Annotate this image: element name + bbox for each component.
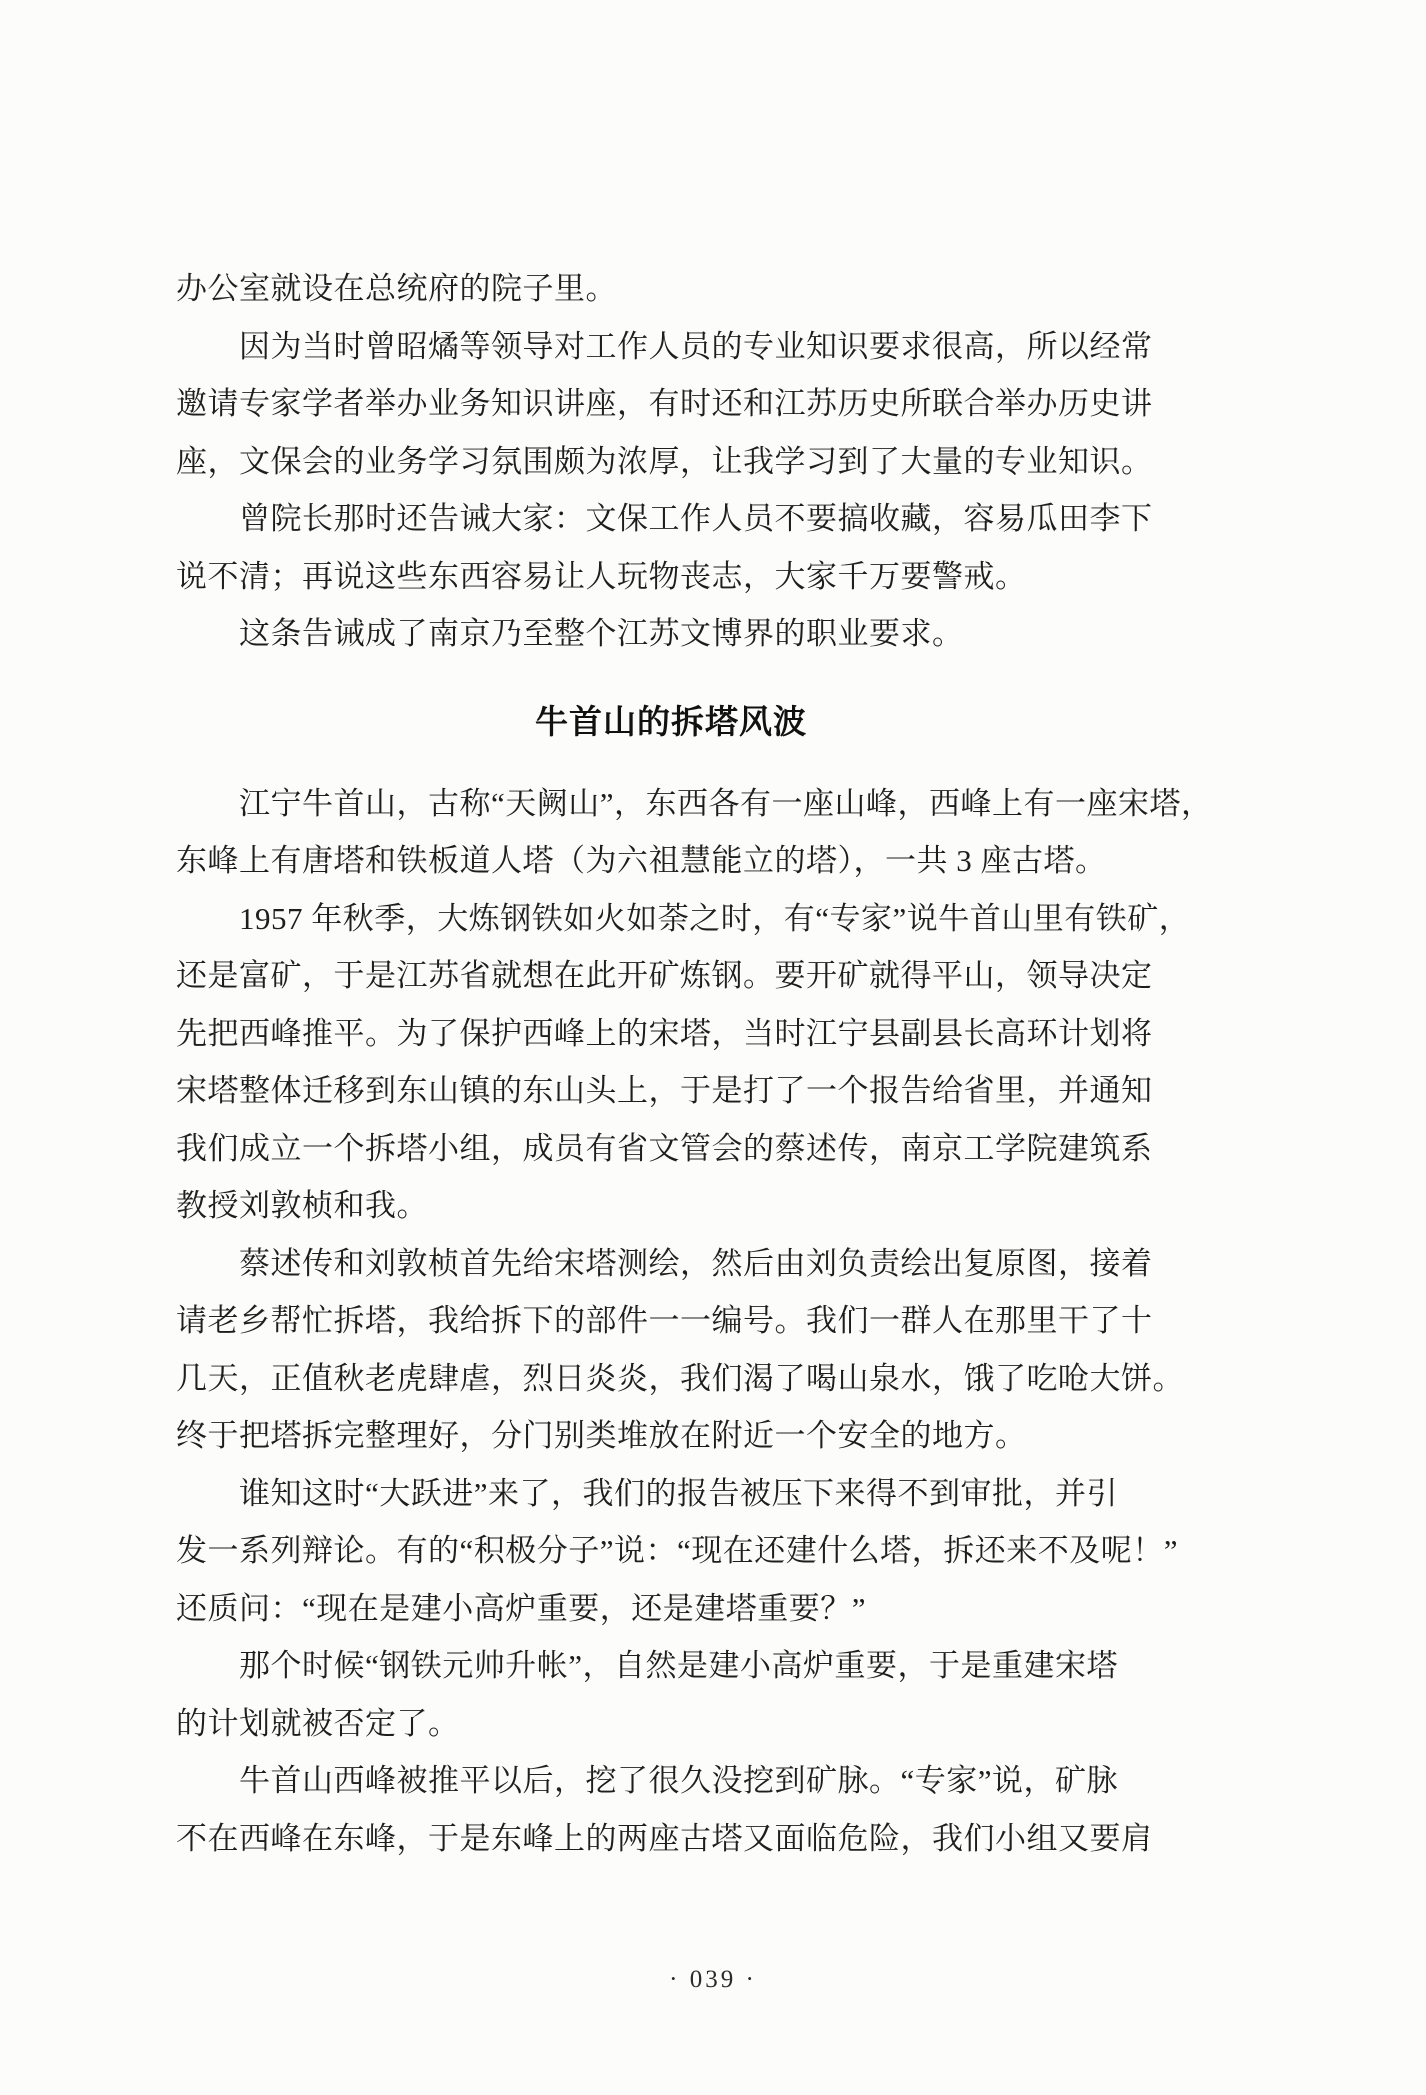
text-line: 请老乡帮忙拆塔，我给拆下的部件一一编号。我们一群人在那里干了十 xyxy=(176,1303,1153,1338)
text-line: 我们成立一个拆塔小组，成员有省文管会的蔡述传，南京工学院建筑系 xyxy=(176,1130,1153,1166)
text-line: 发一系列辩论。有的“积极分子”说：“现在还建什么塔，拆还来不及呢！” xyxy=(176,1533,1179,1568)
paragraph xyxy=(176,1465,1179,1638)
text-line: 不在西峰在东峰，于是东峰上的两座古塔又面临危险，我们小组又要肩 xyxy=(176,1820,1153,1856)
paragraph xyxy=(176,490,1166,605)
text-line: 这条告诫成了南京乃至整个江苏文博界的职业要求。 xyxy=(239,616,964,651)
text-line: 1957 年秋季，大炼钢铁如火如荼之时，有“专家”说牛首山里有铁矿， xyxy=(239,900,1191,936)
paragraph xyxy=(176,260,1166,318)
text-line: 因为当时曾昭燏等领导对工作人员的专业知识要求很高，所以经常 xyxy=(239,328,1153,364)
text-line: 座，文保会的业务学习氛围颇为浓厚，让我学习到了大量的专业知识。 xyxy=(176,443,1153,479)
text-line: 说不清；再说这些东西容易让人玩物丧志，大家千万要警戒。 xyxy=(176,558,1027,594)
text-line: 还是富矿，于是江苏省就想在此开矿炼钢。要开矿就得平山，领导决定 xyxy=(176,958,1153,993)
text-line: 教授刘敦桢和我。 xyxy=(176,1188,428,1223)
paragraph xyxy=(176,318,1166,491)
text-line: 宋塔整体迁移到东山镇的东山头上，于是打了一个报告给省里，并通知 xyxy=(176,1073,1153,1108)
page-number: · 039 · xyxy=(669,1966,757,1993)
paragraph xyxy=(176,1637,1166,1752)
text-block xyxy=(176,260,1213,1867)
text-line: 的计划就被否定了。 xyxy=(176,1705,460,1741)
text-line: 邀请专家学者举办业务知识讲座，有时还和江苏历史所联合举办历史讲 xyxy=(176,386,1153,421)
paragraph xyxy=(176,890,1191,1235)
text-line: 先把西峰推平。为了保护西峰上的宋塔，当时江宁县副县长高环计划将 xyxy=(176,1015,1153,1051)
text-line: 那个时候“钢铁元帅升帐”，自然是建小高炉重要，于是重建宋塔 xyxy=(239,1648,1119,1683)
paragraph xyxy=(176,605,1166,663)
text-line: 还质问：“现在是建小高炉重要，还是建塔重要？” xyxy=(176,1590,867,1626)
text-line: 几天，正值秋老虎肆虐，烈日炎炎，我们渴了喝山泉水，饿了吃呛大饼。 xyxy=(176,1360,1184,1396)
paragraph xyxy=(176,1752,1166,1867)
text-line: 牛首山西峰被推平以后，挖了很久没挖到矿脉。“专家”说，矿脉 xyxy=(239,1763,1119,1798)
text-line: 曾院长那时还告诫大家：文保工作人员不要搞收藏，容易瓜田李下 xyxy=(239,501,1153,536)
section-heading: 牛首山的拆塔风波 xyxy=(535,702,807,740)
paragraph xyxy=(176,775,1213,890)
paragraph xyxy=(176,1235,1184,1465)
text-line: 谁知这时“大跃进”来了，我们的报告被压下来得不到审批，并引 xyxy=(239,1475,1119,1511)
text-line: 蔡述传和刘敦桢首先给宋塔测绘，然后由刘负责绘出复原图，接着 xyxy=(239,1245,1153,1281)
text-line: 江宁牛首山，古称“天阙山”，东西各有一座山峰，西峰上有一座宋塔， xyxy=(239,785,1213,821)
text-line: 办公室就设在总统府的院子里。 xyxy=(176,271,617,306)
text-line: 东峰上有唐塔和铁板道人塔（为六祖慧能立的塔），一共 3 座古塔。 xyxy=(176,843,1107,878)
text-line: 终于把塔拆完整理好，分门别类堆放在附近一个安全的地方。 xyxy=(176,1418,1027,1453)
